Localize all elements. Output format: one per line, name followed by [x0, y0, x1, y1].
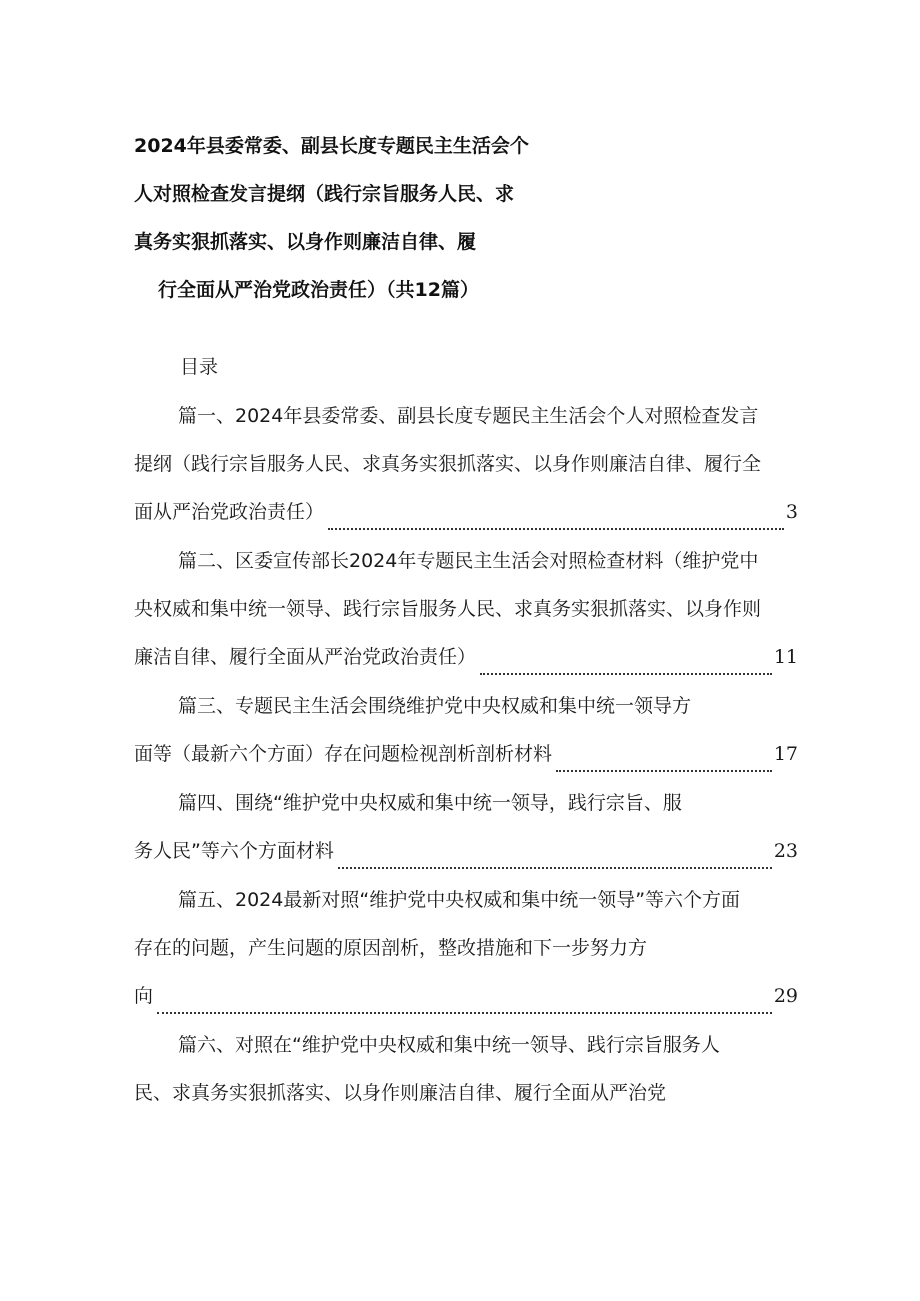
toc-page-number[interactable]: 29 [773, 985, 798, 1007]
toc-page-number[interactable]: 17 [773, 743, 798, 765]
dot-leader [328, 528, 784, 530]
title-line: 人对照检查发言提纲（践行宗旨服务人民、求 [134, 183, 515, 205]
toc-entry[interactable] [134, 537, 798, 681]
title-line: 真务实狠抓落实、以身作则廉洁自律、履 [134, 231, 477, 253]
toc-page-number[interactable]: 11 [773, 646, 798, 668]
toc-entry[interactable] [134, 1021, 798, 1117]
toc-entry-last-line [134, 730, 798, 778]
toc-page-number[interactable]: 23 [773, 840, 798, 862]
toc-entry-last-line [134, 827, 798, 875]
toc-entry-line: 央权威和集中统一领导、践行宗旨服务人民、求真务实狠抓落实、以身作则 [134, 598, 762, 620]
dot-leader [338, 867, 772, 869]
toc-entry-line: 存在的问题，产生问题的原因剖析，整改措施和下一步努力方 [134, 937, 648, 959]
dot-leader [556, 770, 772, 772]
toc-entry[interactable] [134, 876, 798, 1020]
toc-entry[interactable] [134, 682, 798, 778]
toc-entry-line: 篇三、专题民主生活会围绕维护党中央权威和集中统一领导方 [178, 695, 692, 717]
toc-heading: 目录 [180, 356, 219, 378]
dot-leader [157, 1012, 772, 1014]
toc-entry-line: 务人民”等六个方面材料 [134, 840, 334, 862]
toc-entry[interactable] [134, 392, 798, 536]
toc-entry-line: 面等（最新六个方面）存在问题检视剖析剖析材料 [134, 743, 553, 765]
dot-leader [480, 673, 772, 675]
title-line: 2024年县委常委、副县长度专题民主生活会个 [134, 135, 529, 157]
toc-entry-line: 民、求真务实狠抓落实、以身作则廉洁自律、履行全面从严治党 [134, 1082, 667, 1104]
table-of-contents [134, 392, 798, 1117]
toc-entry-line: 廉洁自律、履行全面从严治党政治责任） [134, 646, 477, 668]
toc-entry-line: 篇四、围绕“维护党中央权威和集中统一领导，践行宗旨、服 [178, 792, 682, 814]
document-title [134, 122, 798, 314]
toc-entry-line: 篇六、对照在“维护党中央权威和集中统一领导、践行宗旨服务人 [178, 1034, 720, 1056]
toc-entry-last-line [134, 633, 798, 681]
toc-entry-line: 向 [134, 985, 154, 1007]
toc-entry-last-line [134, 488, 798, 536]
toc-entry-line: 面从严治党政治责任） [134, 501, 325, 523]
toc-entry[interactable] [134, 779, 798, 875]
toc-entry-line: 篇五、2024最新对照“维护党中央权威和集中统一领导”等六个方面 [178, 889, 741, 911]
toc-entry-line: 提纲（践行宗旨服务人民、求真务实狠抓落实、以身作则廉洁自律、履行全 [134, 453, 762, 475]
toc-entry-line: 篇一、2024年县委常委、副县长度专题民主生活会个人对照检查发言 [178, 405, 759, 427]
toc-entry-line: 篇二、区委宣传部长2024年专题民主生活会对照检查材料（维护党中 [178, 550, 759, 572]
title-line: 行全面从严治党政治责任）（共12篇） [158, 279, 479, 301]
toc-page-number[interactable]: 3 [785, 501, 798, 523]
toc-entry-last-line [134, 972, 798, 1020]
